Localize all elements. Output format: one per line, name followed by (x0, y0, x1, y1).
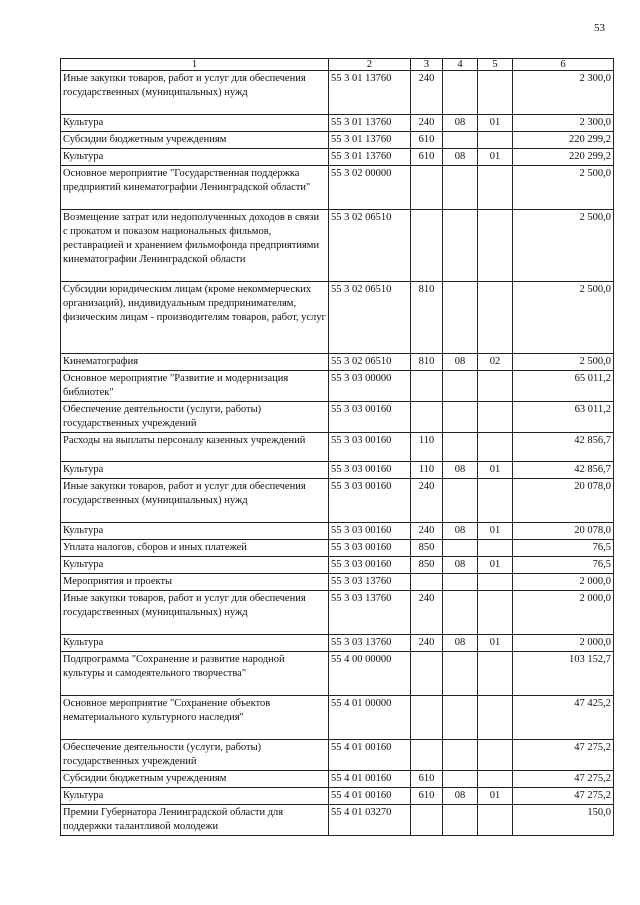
header-col-3: 3 (411, 59, 443, 71)
table-row (61, 132, 614, 149)
row-code: 55 3 03 00160 (329, 557, 411, 574)
row-code: 55 3 03 00160 (329, 479, 411, 523)
row-amount: 47 425,2 (513, 696, 614, 740)
row-amount: 2 300,0 (513, 115, 614, 132)
row-name: Культура (61, 635, 329, 652)
row-c5 (478, 696, 513, 740)
row-amount: 76,5 (513, 540, 614, 557)
row-amount: 2 000,0 (513, 574, 614, 591)
row-c3: 850 (411, 540, 443, 557)
row-c5: 01 (478, 523, 513, 540)
row-amount: 20 078,0 (513, 523, 614, 540)
row-c5 (478, 71, 513, 115)
row-c3: 610 (411, 771, 443, 788)
table-row (61, 788, 614, 805)
row-c3 (411, 696, 443, 740)
row-c4 (443, 371, 478, 402)
row-name: Иные закупки товаров, работ и услуг для обеспечения государственных (муниципальных) нужд (61, 479, 329, 523)
row-code: 55 3 02 06510 (329, 282, 411, 354)
row-c4 (443, 132, 478, 149)
row-code: 55 3 01 13760 (329, 71, 411, 115)
page-number: 53 (594, 22, 605, 34)
row-name: Премии Губернатора Ленинградской области для поддержки талантливой молодежи (61, 805, 329, 836)
row-c4 (443, 805, 478, 836)
row-c5 (478, 771, 513, 788)
row-c4 (443, 166, 478, 210)
row-code: 55 3 03 00160 (329, 462, 411, 479)
row-code: 55 3 03 13760 (329, 574, 411, 591)
row-code: 55 4 01 03270 (329, 805, 411, 836)
row-code: 55 3 03 13760 (329, 635, 411, 652)
row-code: 55 3 01 13760 (329, 132, 411, 149)
row-c5 (478, 166, 513, 210)
row-name: Обеспечение деятельности (услуги, работы) государственных учреждений (61, 740, 329, 771)
row-name: Субсидии бюджетным учреждениям (61, 771, 329, 788)
row-c5 (478, 132, 513, 149)
row-c5: 01 (478, 557, 513, 574)
row-c5 (478, 371, 513, 402)
table-row (61, 166, 614, 210)
row-c4: 08 (443, 462, 478, 479)
table-row (61, 557, 614, 574)
row-c4 (443, 771, 478, 788)
row-c5: 01 (478, 462, 513, 479)
row-c4: 08 (443, 354, 478, 371)
row-name: Кинематография (61, 354, 329, 371)
row-amount: 42 856,7 (513, 433, 614, 462)
row-code: 55 3 03 00160 (329, 433, 411, 462)
row-c5 (478, 479, 513, 523)
row-c4 (443, 402, 478, 433)
table-header-row (61, 59, 614, 71)
row-amount: 220 299,2 (513, 149, 614, 166)
row-amount: 76,5 (513, 557, 614, 574)
row-amount: 20 078,0 (513, 479, 614, 523)
header-col-2: 2 (329, 59, 411, 71)
row-c3: 610 (411, 149, 443, 166)
row-amount: 220 299,2 (513, 132, 614, 149)
row-name: Культура (61, 557, 329, 574)
row-c3: 240 (411, 591, 443, 635)
row-c5 (478, 433, 513, 462)
row-amount: 47 275,2 (513, 740, 614, 771)
row-name: Обеспечение деятельности (услуги, работы) государственных учреждений (61, 402, 329, 433)
table-row (61, 740, 614, 771)
header-col-6: 6 (513, 59, 614, 71)
header-col-1: 1 (61, 59, 329, 71)
row-amount: 47 275,2 (513, 771, 614, 788)
row-c5 (478, 591, 513, 635)
row-c3: 240 (411, 479, 443, 523)
table-row (61, 354, 614, 371)
row-c5: 01 (478, 788, 513, 805)
row-c4 (443, 740, 478, 771)
row-name: Расходы на выплаты персоналу казенных учреждений (61, 433, 329, 462)
header-col-5: 5 (478, 59, 513, 71)
row-code: 55 3 01 13760 (329, 115, 411, 132)
row-c3: 810 (411, 354, 443, 371)
row-c3 (411, 210, 443, 282)
row-code: 55 4 00 00000 (329, 652, 411, 696)
row-c4 (443, 210, 478, 282)
row-c4 (443, 540, 478, 557)
table-row (61, 433, 614, 462)
row-amount: 2 500,0 (513, 282, 614, 354)
row-c5 (478, 574, 513, 591)
table-row (61, 71, 614, 115)
row-c3 (411, 371, 443, 402)
row-code: 55 4 01 00160 (329, 788, 411, 805)
row-name: Субсидии бюджетным учреждениям (61, 132, 329, 149)
table-row (61, 210, 614, 282)
row-amount: 150,0 (513, 805, 614, 836)
row-name: Культура (61, 523, 329, 540)
table-row (61, 652, 614, 696)
row-code: 55 3 03 00000 (329, 371, 411, 402)
row-code: 55 3 03 00160 (329, 402, 411, 433)
row-code: 55 3 02 06510 (329, 354, 411, 371)
row-amount: 47 275,2 (513, 788, 614, 805)
row-name: Иные закупки товаров, работ и услуг для обеспечения государственных (муниципальных) нужд (61, 591, 329, 635)
row-amount: 103 152,7 (513, 652, 614, 696)
table-row (61, 149, 614, 166)
row-code: 55 4 01 00160 (329, 740, 411, 771)
row-code: 55 3 02 06510 (329, 210, 411, 282)
row-amount: 2 300,0 (513, 71, 614, 115)
row-c5 (478, 402, 513, 433)
table-row (61, 282, 614, 354)
row-name: Культура (61, 115, 329, 132)
row-c5: 01 (478, 149, 513, 166)
table-row (61, 574, 614, 591)
row-c4 (443, 591, 478, 635)
row-c5 (478, 282, 513, 354)
header-col-4: 4 (443, 59, 478, 71)
row-c3 (411, 166, 443, 210)
budget-table (60, 58, 614, 836)
row-c3: 610 (411, 132, 443, 149)
row-c4: 08 (443, 115, 478, 132)
table-row (61, 771, 614, 788)
row-c4 (443, 479, 478, 523)
table-row (61, 371, 614, 402)
row-amount: 65 011,2 (513, 371, 614, 402)
row-c3: 610 (411, 788, 443, 805)
row-c4: 08 (443, 635, 478, 652)
row-amount: 63 011,2 (513, 402, 614, 433)
row-c5 (478, 740, 513, 771)
row-c3: 240 (411, 635, 443, 652)
row-code: 55 3 03 13760 (329, 591, 411, 635)
row-amount: 2 500,0 (513, 354, 614, 371)
row-c5 (478, 652, 513, 696)
row-code: 55 3 03 00160 (329, 523, 411, 540)
row-c5: 02 (478, 354, 513, 371)
row-name: Уплата налогов, сборов и иных платежей (61, 540, 329, 557)
table-row (61, 540, 614, 557)
row-c4 (443, 652, 478, 696)
row-amount: 2 000,0 (513, 635, 614, 652)
row-c4: 08 (443, 149, 478, 166)
row-name: Основное мероприятие "Развитие и модернизация библиотек" (61, 371, 329, 402)
row-c3: 810 (411, 282, 443, 354)
row-c3: 240 (411, 523, 443, 540)
row-c5: 01 (478, 115, 513, 132)
row-c4 (443, 574, 478, 591)
table-row (61, 115, 614, 132)
row-code: 55 3 03 00160 (329, 540, 411, 557)
row-name: Культура (61, 149, 329, 166)
row-c3 (411, 402, 443, 433)
row-code: 55 4 01 00000 (329, 696, 411, 740)
row-name: Основное мероприятие "Государственная поддержка предприятий кинематографии Ленинградской области" (61, 166, 329, 210)
table-row (61, 523, 614, 540)
table-row (61, 635, 614, 652)
row-c3 (411, 805, 443, 836)
row-c3 (411, 740, 443, 771)
row-c4 (443, 696, 478, 740)
row-c4: 08 (443, 523, 478, 540)
row-amount: 2 500,0 (513, 166, 614, 210)
row-c3 (411, 652, 443, 696)
row-c5 (478, 805, 513, 836)
row-c3: 850 (411, 557, 443, 574)
row-name: Субсидии юридическим лицам (кроме некоммерческих организаций), индивидуальным предпринимателям, физическим лицам - производителям товаров, работ, услуг (61, 282, 329, 354)
row-name: Подпрограмма "Сохранение и развитие народной культуры и самодеятельного творчества" (61, 652, 329, 696)
row-name: Иные закупки товаров, работ и услуг для обеспечения государственных (муниципальных) нужд (61, 71, 329, 115)
row-amount: 2 500,0 (513, 210, 614, 282)
row-amount: 2 000,0 (513, 591, 614, 635)
row-c4: 08 (443, 557, 478, 574)
row-name: Культура (61, 788, 329, 805)
table-row (61, 805, 614, 836)
row-c5 (478, 210, 513, 282)
row-c4 (443, 282, 478, 354)
row-c3: 110 (411, 462, 443, 479)
row-code: 55 3 02 00000 (329, 166, 411, 210)
row-code: 55 4 01 00160 (329, 771, 411, 788)
row-c4 (443, 71, 478, 115)
table-row (61, 696, 614, 740)
table-row (61, 462, 614, 479)
table-row (61, 402, 614, 433)
row-name: Возмещение затрат или недополученных доходов в связи с прокатом и показом национальных фильмов, реставрацией и хранением фильмофонда предприятиями кинематографии Ленинградской области (61, 210, 329, 282)
row-name: Основное мероприятие "Сохранение объектов нематериального культурного наследия" (61, 696, 329, 740)
row-c3 (411, 574, 443, 591)
row-c3: 240 (411, 71, 443, 115)
table-row (61, 479, 614, 523)
row-c4: 08 (443, 788, 478, 805)
row-c5: 01 (478, 635, 513, 652)
row-code: 55 3 01 13760 (329, 149, 411, 166)
row-name: Мероприятия и проекты (61, 574, 329, 591)
row-c4 (443, 433, 478, 462)
row-amount: 42 856,7 (513, 462, 614, 479)
table-row (61, 591, 614, 635)
row-c3: 240 (411, 115, 443, 132)
row-c3: 110 (411, 433, 443, 462)
row-c5 (478, 540, 513, 557)
row-name: Культура (61, 462, 329, 479)
